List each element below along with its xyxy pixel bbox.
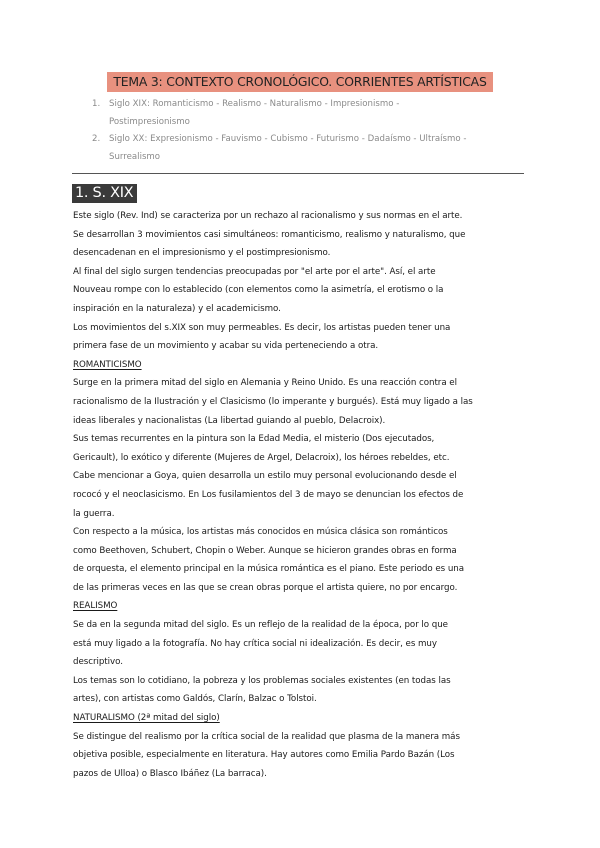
text-line: Este siglo (Rev. Ind) se caracteriza por un rechazo al racionalismo y sus normas en el arte.: [73, 211, 463, 221]
toc-item-text: Siglo XX: Expresionismo - Fauvismo - Cubismo - Futurismo - Dadaísmo - Ultraísmo -: [109, 134, 467, 145]
table-of-contents: [92, 96, 522, 166]
text-line: ideas liberales y nacionalistas (La libertad guiando al pueblo, Delacroix).: [73, 415, 386, 426]
text-line: racionalismo de la Ilustración y el Clasicismo (lo imperante y burgués). Está muy ligado a las: [73, 396, 473, 407]
text-line: como Beethoven, Schubert, Chopin o Weber. Aunque se hicieron grandes obras en forma: [73, 545, 457, 556]
text-line: inspiración en la naturaleza) y el academicismo.: [73, 303, 281, 314]
text-line: primera fase de un movimiento y acabar su vida perteneciendo a otra.: [73, 341, 379, 352]
text-line: pazos de Ulloa) o Blasco Ibáñez (La barraca).: [73, 768, 267, 779]
toc-item-2: [92, 131, 522, 166]
text-line: de orquesta, el elemento principal en la música romántica es el piano. Este periodo es una: [73, 564, 465, 575]
paragraph: [73, 263, 533, 319]
text-line: Cabe mencionar a Goya, quien desarrolla un estilo muy personal evolucionando desde el: [73, 471, 457, 482]
paragraph: [73, 319, 533, 356]
text-line: objetiva posible, especialmente en literatura. Hay autores como Emilia Pardo Bazán (Los: [73, 750, 455, 761]
text-line: Se desarrollan 3 movimientos casi simultáneos: romanticismo, realismo y naturalismo, que: [73, 229, 466, 240]
text-line: la guerra.: [73, 508, 115, 519]
paragraph: [73, 467, 533, 523]
section-heading: 1. S. XIX: [72, 184, 137, 203]
paragraph: [73, 430, 533, 467]
text-line: rococó y el neoclasicismo. En Los fusilamientos del 3 de mayo se denuncian los efectos de: [73, 489, 464, 500]
toc-item-number: 1.: [92, 99, 101, 109]
text-line: Surge en la primera mitad del siglo en Alemania y Reino Unido. Es una reacción contra el: [73, 378, 457, 389]
text-line: Al final del siglo surgen tendencias preocupadas por "el arte por el arte". Así, el arte: [73, 266, 436, 277]
text-line: está muy ligado a la fotografía. No hay crítica social ni idealización. Es decir, es muy: [73, 638, 437, 649]
paragraph: [73, 728, 533, 784]
horizontal-divider: [72, 173, 524, 174]
toc-item-text: Siglo XIX: Romanticismo - Realismo - Naturalismo - Impresionismo -: [109, 99, 400, 109]
text-line: desencadenan en el impresionismo y el postimpresionismo.: [73, 248, 331, 259]
text-line: Se distingue del realismo por la crítica social de la realidad que plasma de la manera más: [73, 731, 460, 742]
paragraph: [73, 672, 533, 709]
document-title: TEMA 3: CONTEXTO CRONOLÓGICO. CORRIENTES ARTÍSTICAS: [107, 72, 492, 92]
text-line: Nouveau rompe con lo establecido (con elementos como la asimetría, el erotismo o la: [73, 285, 444, 296]
section-heading-block: [72, 182, 137, 203]
text-line: Con respecto a la música, los artistas más conocidos en música clásica son románticos: [73, 527, 448, 538]
text-line: Gericault), lo exótico y diferente (Mujeres de Argel, Delacroix), los héroes rebeldes, etc.: [73, 452, 450, 463]
subheading-romanticismo: ROMANTICISMO: [73, 359, 142, 370]
text-line: Los temas son lo cotidiano, la pobreza y los problemas sociales existentes (en todas las: [73, 675, 451, 686]
text-line: Sus temas recurrentes en la pintura son la Edad Media, el misterio (Dos ejecutados,: [73, 434, 435, 445]
paragraph: [73, 207, 533, 226]
toc-item-text: Postimpresionismo: [109, 116, 190, 127]
paragraph: [73, 523, 533, 597]
subheading-realismo: REALISMO: [73, 601, 118, 612]
text-line: descriptivo.: [73, 657, 123, 668]
subheading-naturalismo: NATURALISMO (2ª mitad del siglo): [73, 713, 220, 724]
paragraph: [73, 374, 533, 430]
toc-item-1: [92, 96, 522, 131]
toc-item-number: 2.: [92, 134, 101, 145]
paragraph: [73, 616, 533, 672]
text-line: Se da en la segunda mitad del siglo. Es un reflejo de la realidad de la época, por lo que: [73, 620, 448, 631]
text-line: artes), con artistas como Galdós, Clarín, Balzac o Tolstoi.: [73, 694, 317, 705]
title-block: [0, 71, 600, 92]
text-line: de las primeras veces en las que se crean obras porque el artista quiere, no por encargo.: [73, 582, 458, 593]
toc-item-text: Surrealismo: [109, 151, 161, 162]
paragraph: [73, 226, 533, 263]
document-body: [73, 207, 533, 783]
text-line: Los movimientos del s.XIX son muy permeables. Es decir, los artistas pueden tener una: [73, 322, 451, 333]
